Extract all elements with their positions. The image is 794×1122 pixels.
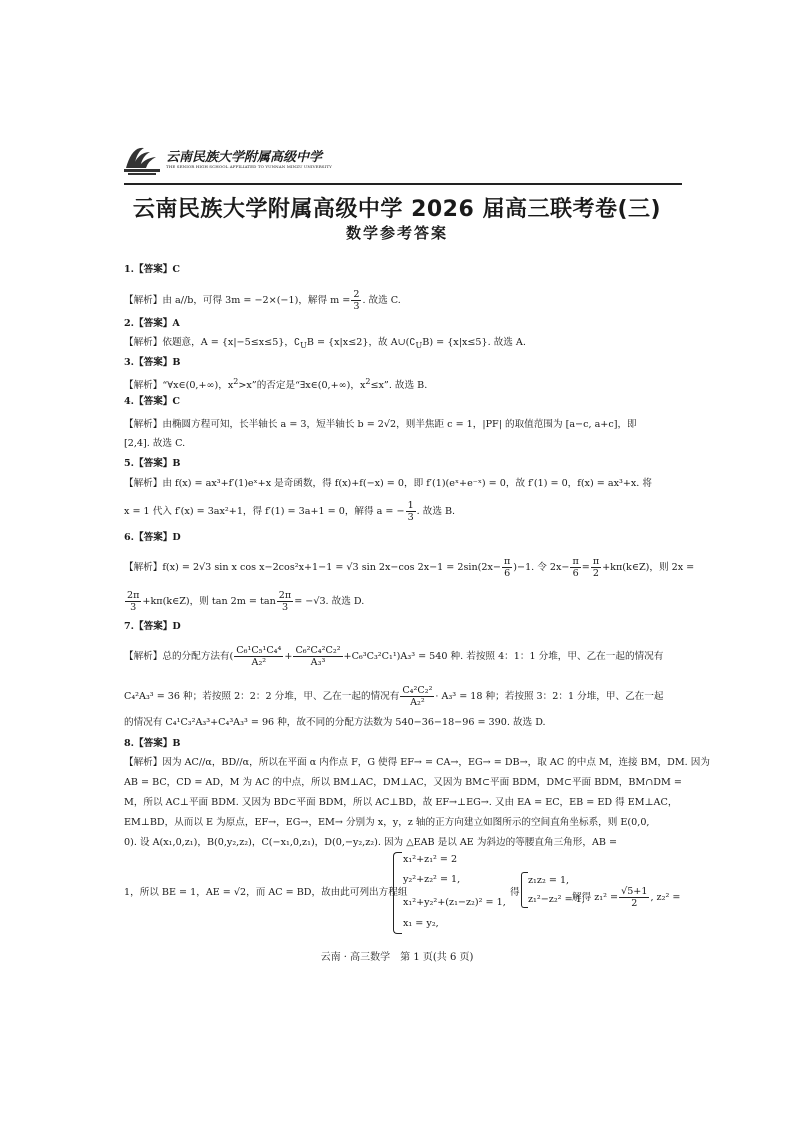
q8-solution: 解得 z₁² = $\frac{√5+1}{2}$ , z₂² = bbox=[572, 886, 681, 909]
q8-explanation-line2: AB = BC，CD = AD，M 为 AC 的中点，所以 BM⊥AC，DM⊥AC，又因为 BM⊂平面 BDM，DM⊂平面 BDM，BM∩DM = bbox=[124, 777, 682, 788]
q1-explanation: 【解析】由 a//b，可得 3m = −2×(−1)，解得 m = $\frac{2}{3}$ . 故选 C. bbox=[124, 289, 401, 312]
q8-explanation-line1: 【解析】因为 AC//α，BD//α，所以在平面 α 内作点 F，G 使得 EF→ = CA→，EG→ = DB→，取 AC 的中点 M，连接 BM，DM. 因为 bbox=[124, 757, 710, 768]
result-system-brace bbox=[521, 872, 528, 908]
page-footer: 云南 · 高三数学 第 1 页(共 6 页) bbox=[320, 952, 474, 963]
system-eq-2: y₂²+z₂² = 1, bbox=[403, 874, 461, 885]
header-rule bbox=[124, 183, 682, 185]
q2-answer: 2.【答案】A bbox=[124, 318, 180, 329]
q8-explanation-line5: 0). 设 A(x₁,0,z₁)，B(0,y₂,z₂)，C(−x₁,0,z₁)，D(0,−y₂,z₂). 因为 △EAB 是以 AE 为斜边的等腰直角三角形，AB = bbox=[124, 837, 618, 848]
q4-answer: 4.【答案】C bbox=[124, 396, 181, 407]
page-subtitle: 数学参考答案 bbox=[345, 224, 448, 242]
q2-explanation: 【解析】依题意，A = {x|−5≤x≤5}，$∁_UB = \{x|x\le 2\}$，故 $A\cup(∁_UB) = \{x|x\le 5\}$. 故选 A. bbox=[124, 337, 526, 350]
q6-answer: 6.【答案】D bbox=[124, 532, 181, 543]
q8-get-label: 得 bbox=[510, 887, 520, 898]
q1-answer: 1.【答案】C bbox=[124, 264, 181, 275]
q8-explanation-line4: EM⊥BD，从而以 E 为原点，EF→，EG→，EM→ 分别为 x，y，z 轴的正方向建立如图所示的空间直角坐标系，则 E(0,0, bbox=[124, 817, 650, 828]
q6-explanation-line1: 【解析】f(x) = 2√3 sin x cos x−2cos²x+1−1 = √3 sin 2x−cos 2x−1 = 2sin(2x− $\frac{\pi}{6}$ )−1. 令 2x− $\frac{\pi}{6}$ = $\frac{\pi}{2}$ +kπ(k∈Z)，则 2x = bbox=[124, 556, 695, 579]
page-title: 云南民族大学附属高级中学 2026 届高三联考卷(三) bbox=[132, 197, 662, 222]
q8-explanation-line3: M，所以 AC⊥平面 BDM. 又因为 BD⊂平面 BDM，所以 AC⊥BD，故 EF→⊥EG→. 又由 EA = EC，EB = ED 得 EM⊥AC， bbox=[124, 797, 678, 808]
q8-answer: 8.【答案】B bbox=[124, 738, 181, 749]
school-emblem-icon bbox=[122, 142, 162, 176]
q7-explanation-line1: 【解析】总的分配方法有( $\frac{\text{C₆¹C₅¹C₄⁴}}{\text{A₂²}}$ + $\frac{\text{C₆²C₄²C₂²}}{\text{A₃³}}$ +C₆³C₃²C₁¹)A₃³ = 540 种. 若按照 4：1：1 分堆，甲、乙在一起的情况有 bbox=[124, 645, 664, 668]
system-eq-4: x₁ = y₂, bbox=[403, 918, 439, 929]
q4-explanation-line2: [2,4]. 故选 C. bbox=[124, 438, 186, 449]
q7-explanation-line3: 的情况有 C₄¹C₃²A₃³+C₄³A₃³ = 96 种，故不同的分配方法数为 540−36−18−96 = 390. 故选 D. bbox=[124, 717, 546, 728]
q5-explanation-line2: x = 1 代入 f′(x) = 3ax²+1，得 f′(1) = 3a+1 = 0，解得 a = − $\frac{1}{3}$ . 故选 B. bbox=[124, 500, 456, 523]
school-logo bbox=[122, 140, 332, 180]
result-eq-2: z₁²−z₂² = 1, bbox=[528, 894, 585, 905]
result-eq-1: z₁z₂ = 1, bbox=[528, 875, 570, 886]
q7-answer: 7.【答案】D bbox=[124, 621, 181, 632]
q6-explanation-line2: $\frac{2\pi}{3}$ +kπ(k∈Z)，则 tan 2m = tan $\frac{2\pi}{3}$ = −√3. 故选 D. bbox=[127, 590, 365, 613]
q5-explanation-line1: 【解析】由 f(x) = ax³+f′(1)eˣ+x 是奇函数，得 f(x)+f(−x) = 0，即 f′(1)(eˣ+e⁻ˣ) = 0，故 f′(1) = 0，f(x) = ax³+x. 将 bbox=[124, 478, 652, 489]
system-eq-3: x₁²+y₂²+(z₁−z₂)² = 1, bbox=[403, 897, 506, 908]
q3-explanation: 【解析】“∀x∈(0,+∞)，$x^2>x$”的否定是“∃x∈(0,+∞)，$x^2\le x$”. 故选 B. bbox=[124, 377, 428, 392]
q8-explanation-line6: 1，所以 BE = 1，AE = √2，而 AC = BD，故由此可列出方程组 bbox=[124, 887, 408, 898]
logo-subtext: THE SENIOR HIGH SCHOOL AFFILIATED TO YUNNAN MINZU UNIVERSITY bbox=[166, 164, 332, 169]
q7-explanation-line2: C₄²A₃³ = 36 种；若按照 2：2：2 分堆，甲、乙在一起的情况有 $\frac{\text{C₄²C₂²}}{\text{A₂²}}$ · A₃³ = 18 种；若按照 3：2：1 分堆，甲、乙在一起 bbox=[124, 685, 664, 708]
system-eq-1: x₁²+z₁² = 2 bbox=[403, 854, 458, 865]
q4-explanation-line1: 【解析】由椭圆方程可知，长半轴长 a = 3，短半轴长 b = 2√2，则半焦距 c = 1，|PF| 的取值范围为 [a−c, a+c]，即 bbox=[124, 419, 637, 430]
q3-answer: 3.【答案】B bbox=[124, 357, 181, 368]
logo-text: 云南民族大学附属高级中学 bbox=[166, 150, 323, 165]
equation-system-brace bbox=[393, 852, 402, 934]
q5-answer: 5.【答案】B bbox=[124, 458, 181, 469]
